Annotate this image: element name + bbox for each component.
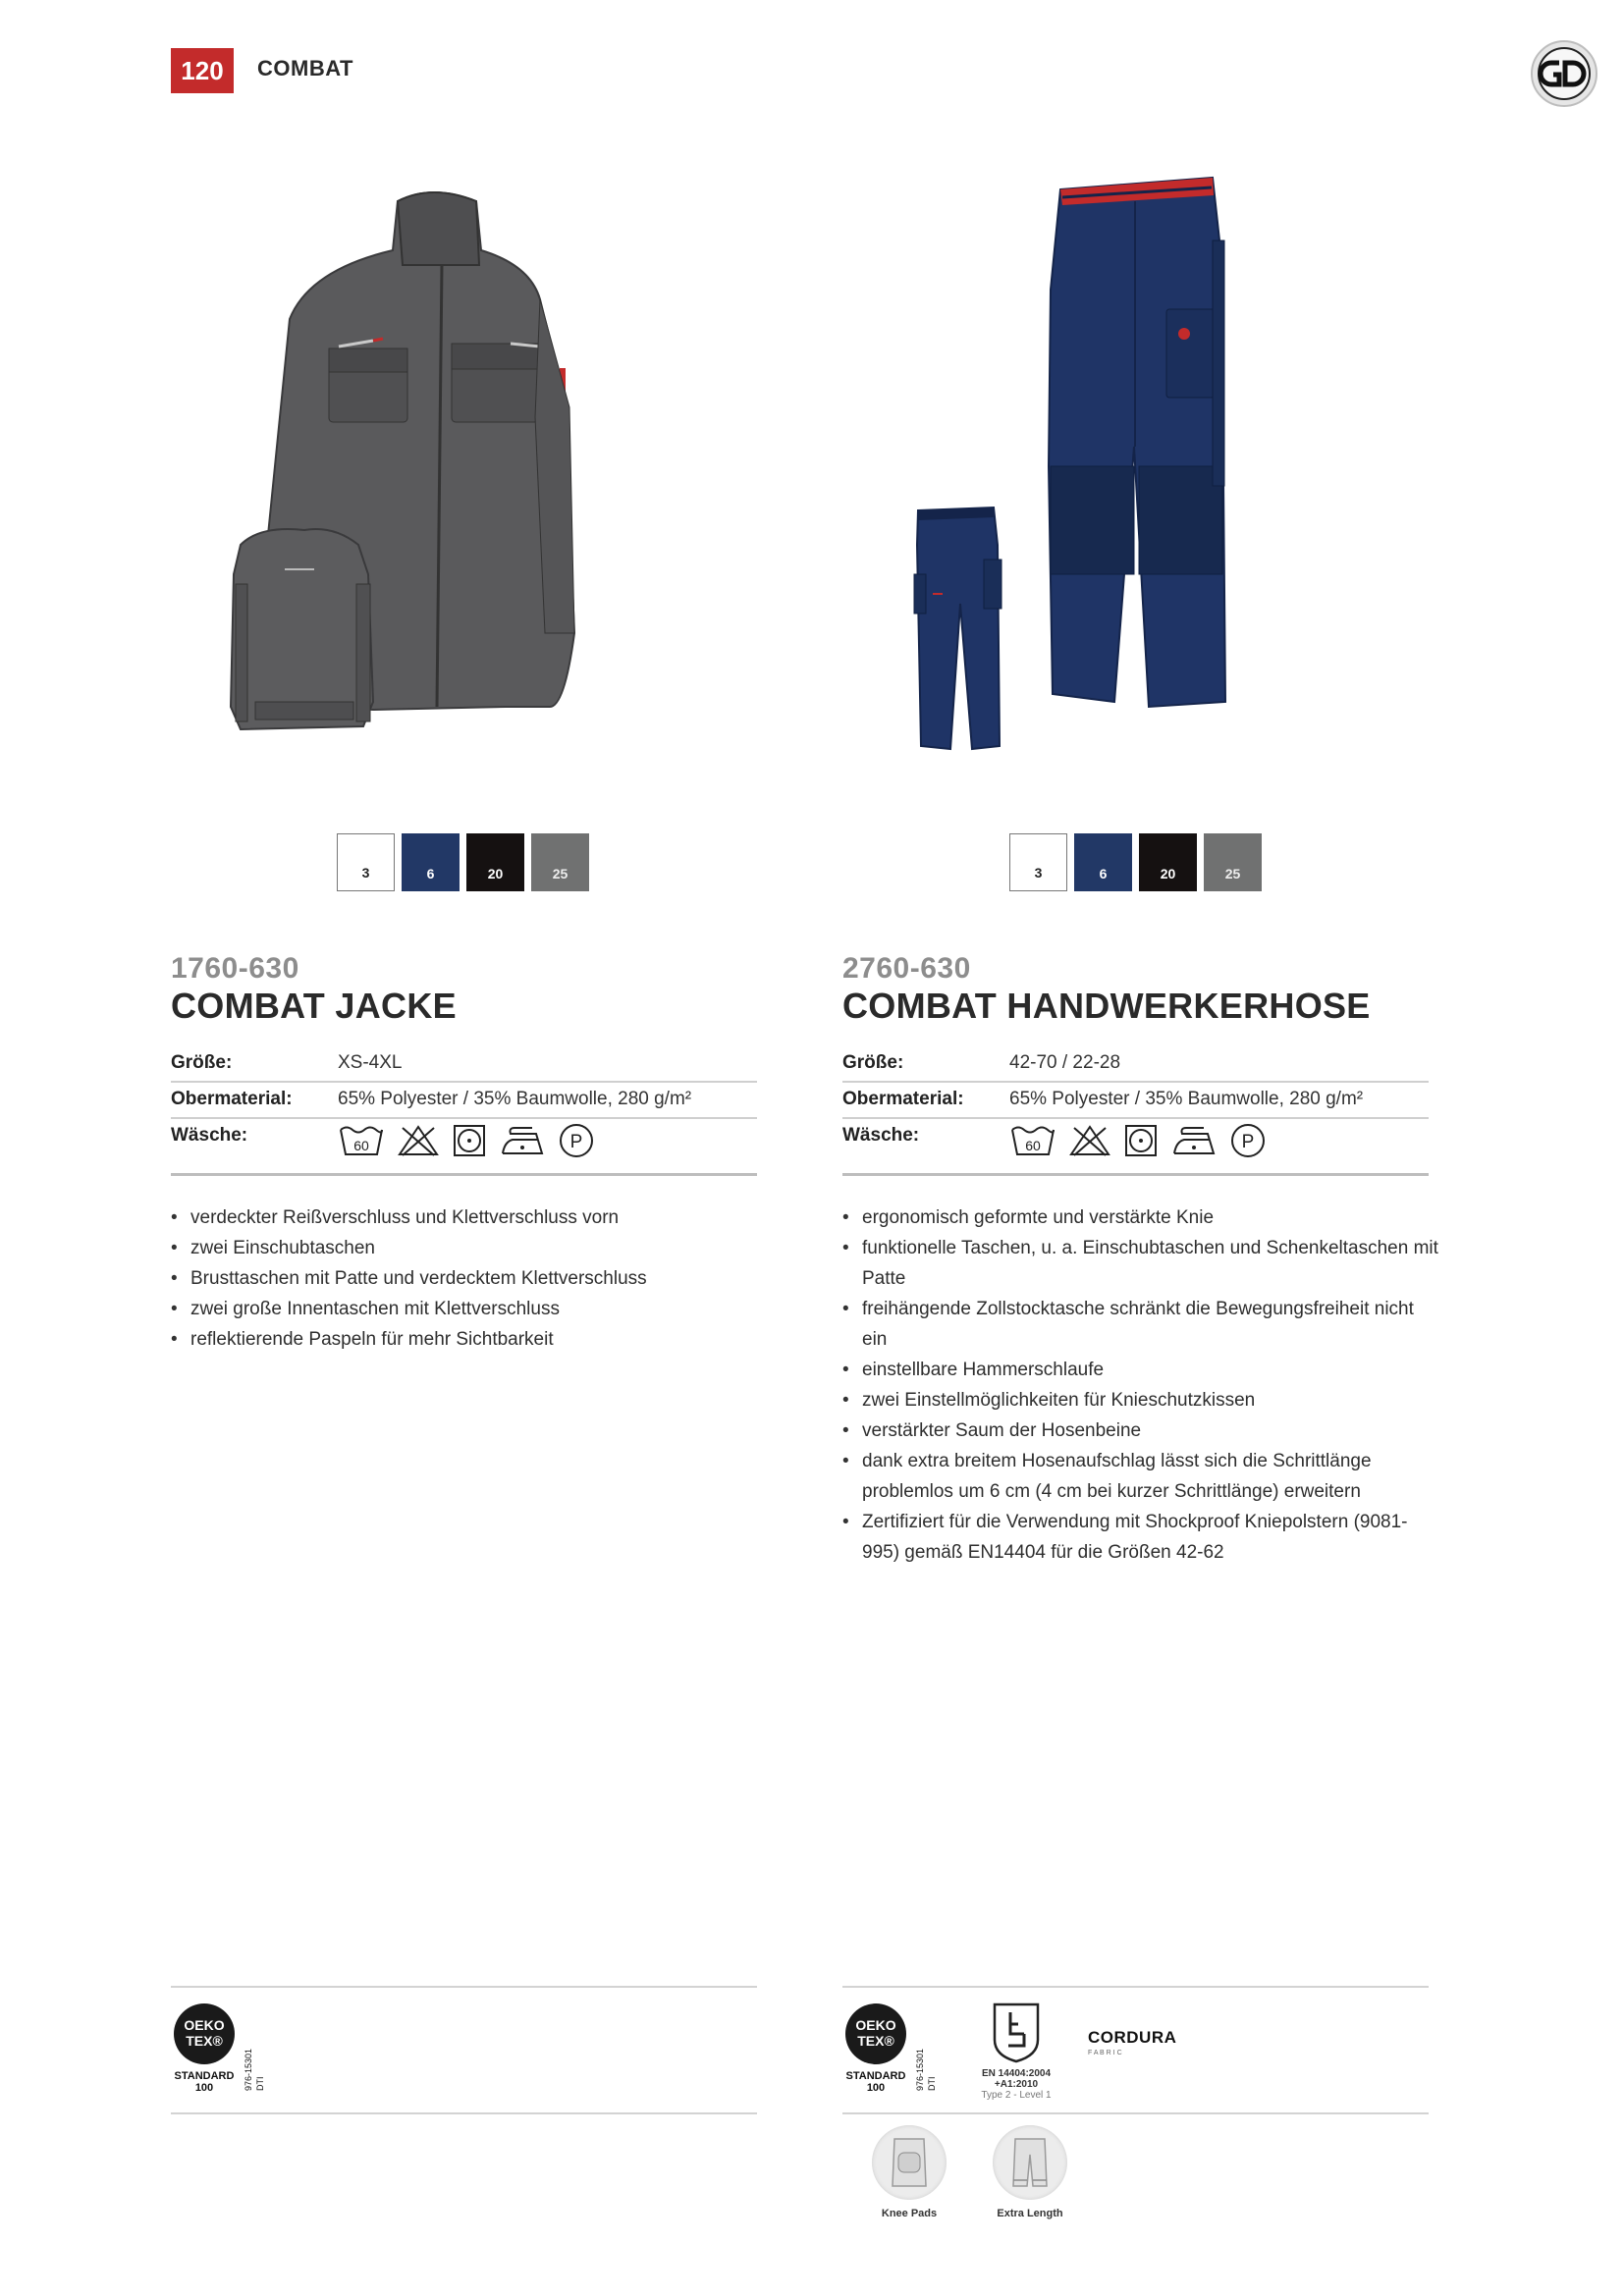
color-code: 25 [552, 866, 568, 881]
oeko-line1: OEKO [184, 2017, 225, 2033]
page-number: 120 [171, 48, 234, 93]
grey-work-jacket-image [216, 172, 658, 751]
wash-60-icon [1009, 1124, 1056, 1157]
spec-row-size [842, 1046, 1429, 1083]
spec-value: 65% Polyester / 35% Baumwolle, 280 g/m² [338, 1089, 692, 1109]
color-code: 20 [1160, 866, 1176, 881]
feature-list [171, 1202, 770, 1355]
spec-label: Obermaterial: [171, 1089, 293, 1109]
spec-value: XS-4XL [338, 1052, 403, 1073]
spec-value: 42-70 / 22-28 [1009, 1052, 1121, 1073]
dry-clean-p-icon [558, 1123, 595, 1158]
spec-label: Obermaterial: [842, 1089, 964, 1109]
en-line1: EN 14404:2004 [981, 2068, 1052, 2079]
spec-row-size [171, 1046, 757, 1083]
list-item: • zwei Einstellmöglichkeiten für Knieschutzkissen [842, 1385, 1441, 1415]
oeko-number: 100 [866, 2082, 886, 2094]
color-swatch[interactable] [402, 833, 460, 891]
cordura-wordmark: CORDURA [1088, 2028, 1177, 2047]
spec-row-material [171, 1083, 757, 1119]
knee-pads-icon [872, 2125, 947, 2200]
no-bleach-icon [397, 1124, 440, 1157]
extra-length-label: Extra Length [997, 2208, 1063, 2219]
divider [842, 2112, 1429, 2114]
oeko-code: 976-15301 [915, 2048, 925, 2091]
iron-low-icon [499, 1124, 546, 1157]
oeko-line2: TEX® [857, 2033, 894, 2049]
spec-value: 65% Polyester / 35% Baumwolle, 280 g/m² [1009, 1089, 1364, 1109]
color-code: 20 [487, 866, 504, 881]
oeko-number: 100 [194, 2082, 214, 2094]
iron-low-icon [1170, 1124, 1218, 1157]
knee-pads-label: Knee Pads [881, 2208, 938, 2219]
care-icons [1009, 1123, 1267, 1158]
dry-clean-p-icon [1229, 1123, 1267, 1158]
list-item: • zwei Einschubtaschen [171, 1233, 770, 1263]
oeko-institute: DTI [255, 2076, 265, 2091]
wash-temp: 60 [1025, 1138, 1041, 1153]
list-item: • verdeckter Reißverschluss und Klettverschluss vorn [171, 1202, 770, 1233]
tumble-dry-icon [452, 1124, 487, 1157]
oeko-standard: STANDARD [845, 2070, 906, 2082]
en-line2: +A1:2010 [994, 2079, 1039, 2090]
svg-text:P: P [569, 1132, 583, 1152]
divider [842, 1986, 1429, 1988]
oeko-tex-badge [842, 1999, 941, 2107]
tumble-dry-icon [1123, 1124, 1159, 1157]
en-line3: Type 2 - Level 1 [981, 2090, 1052, 2101]
color-code: 6 [426, 866, 435, 881]
list-item: • Brusttaschen mit Patte und verdecktem Klettverschluss [171, 1263, 770, 1294]
list-item: • reflektierende Paspeln für mehr Sichtbarkeit [171, 1324, 770, 1355]
spec-row-material [842, 1083, 1429, 1119]
color-swatch[interactable] [1009, 833, 1067, 891]
oeko-tex-badge [171, 1999, 269, 2107]
divider [171, 2112, 757, 2114]
spec-label: Größe: [842, 1052, 904, 1073]
wash-60-icon [338, 1124, 385, 1157]
color-code: 3 [361, 865, 370, 881]
product-name: COMBAT HANDWERKERHOSE [842, 986, 1371, 1026]
spec-label: Größe: [171, 1052, 233, 1073]
color-code: 25 [1224, 866, 1241, 881]
color-swatch[interactable] [1139, 833, 1197, 891]
color-swatches-pants [1009, 833, 1262, 891]
spec-row-wash [842, 1119, 1429, 1176]
cordura-logo [1088, 2028, 1196, 2067]
list-item: • funktionelle Taschen, u. a. Einschubtaschen und Schenkeltaschen mit Patte [842, 1233, 1441, 1294]
oeko-institute: DTI [927, 2076, 937, 2091]
oeko-code: 976-15301 [244, 2048, 253, 2091]
no-bleach-icon [1068, 1124, 1111, 1157]
color-swatch[interactable] [1074, 833, 1132, 891]
navy-work-trousers-image [913, 172, 1237, 761]
oeko-line2: TEX® [186, 2033, 223, 2049]
list-item: • zwei große Innentaschen mit Klettverschluss [171, 1294, 770, 1324]
section-title: COMBAT [257, 56, 353, 80]
feature-list [842, 1202, 1441, 1568]
spec-label: Wäsche: [842, 1125, 920, 1146]
list-item: • dank extra breitem Hosenaufschlag lässt sich die Schrittlänge problemlos um 6 cm (4 cm bei kurzer Schrittlänge) erweitern [842, 1446, 1441, 1507]
feature-badge-extra-length [971, 2125, 1089, 2219]
color-swatch[interactable] [531, 833, 589, 891]
divider [171, 1986, 757, 1988]
color-swatch[interactable] [466, 833, 524, 891]
oeko-line1: OEKO [855, 2017, 896, 2033]
wash-temp: 60 [353, 1138, 369, 1153]
color-code: 3 [1034, 865, 1043, 881]
oeko-standard: STANDARD [174, 2070, 235, 2082]
gd-brand-logo-icon [1530, 39, 1598, 108]
care-icons [338, 1123, 595, 1158]
knee-protection-shield-icon [967, 2001, 1065, 2063]
cordura-sub: F A B R I C [1088, 2050, 1122, 2056]
spec-row-wash [171, 1119, 757, 1176]
color-swatch[interactable] [1204, 833, 1262, 891]
list-item: • einstellbare Hammerschlaufe [842, 1355, 1441, 1385]
spec-table [842, 1046, 1429, 1176]
list-item: • Zertifiziert für die Verwendung mit Shockproof Kniepolstern (9081-995) gemäß EN14404 für die Größen 42-62 [842, 1507, 1441, 1568]
product-sku: 1760-630 [171, 952, 299, 985]
spec-table [171, 1046, 757, 1176]
color-swatch[interactable] [337, 833, 395, 891]
color-code: 6 [1099, 866, 1108, 881]
list-item: • freihängende Zollstocktasche schränkt die Bewegungsfreiheit nicht ein [842, 1294, 1441, 1355]
svg-text:P: P [1241, 1132, 1255, 1152]
product-name: COMBAT JACKE [171, 986, 457, 1026]
feature-badge-knee-pads [850, 2125, 968, 2219]
list-item: • verstärkter Saum der Hosenbeine [842, 1415, 1441, 1446]
en14404-cert-badge [967, 2001, 1065, 2104]
extra-length-icon [993, 2125, 1067, 2200]
spec-label: Wäsche: [171, 1125, 248, 1146]
product-sku: 2760-630 [842, 952, 971, 985]
color-swatches-jacket [337, 833, 589, 891]
list-item: • ergonomisch geformte und verstärkte Knie [842, 1202, 1441, 1233]
